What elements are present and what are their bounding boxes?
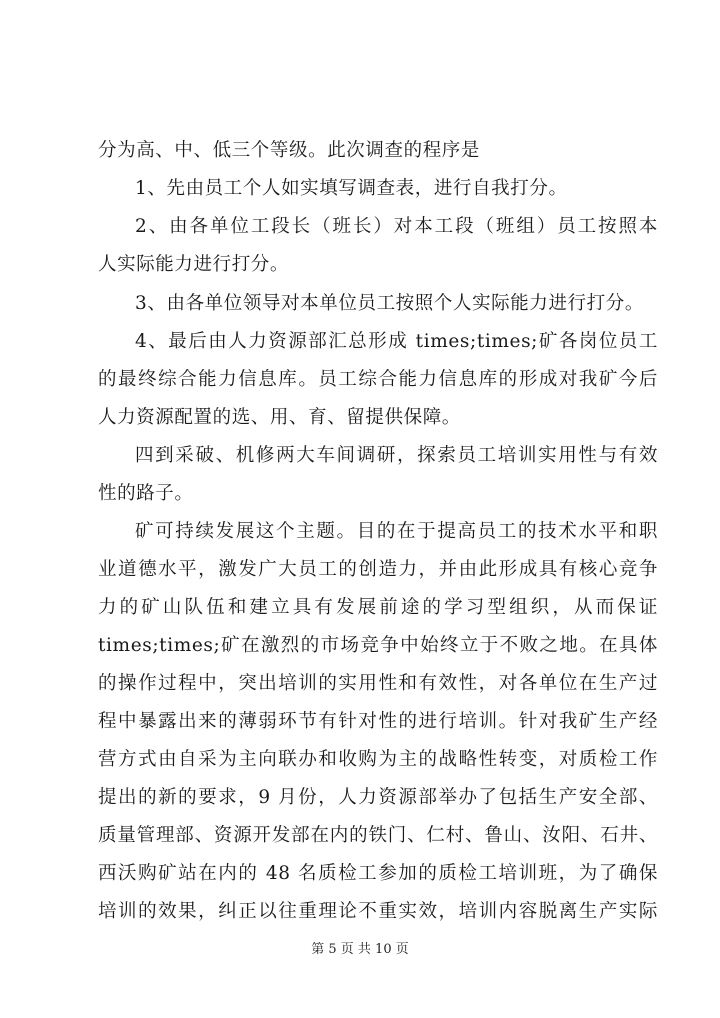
body-line: 质量管理部、资源开发部在内的铁门、仁村、鲁山、汝阳、石井、	[98, 825, 658, 846]
body-line: 营方式由自采为主向联办和收购为主的战略性转变，对质检工作	[98, 749, 658, 770]
body-line: 人力资源配置的选、用、育、留提供保障。	[98, 407, 461, 428]
body-line: 提出的新的要求，9 月份，人力资源部举办了包括生产安全部、	[98, 787, 658, 808]
body-line: 西沃购矿站在内的 48 名质检工参加的质检工培训班，为了确保	[98, 863, 658, 884]
body-line: 4、最后由人力资源部汇总形成 times;times;矿各岗位员工	[135, 331, 658, 352]
body-line: 的操作过程中，突出培训的实用性和有效性，对各单位在生产过	[98, 673, 658, 694]
body-line: 性的路子。	[98, 483, 194, 504]
body-line: 2、由各单位工段长（班长）对本工段（班组）员工按照本	[135, 216, 658, 237]
body-line: 3、由各单位领导对本单位员工按照个人实际能力进行打分。	[135, 293, 644, 314]
body-line: 培训的效果，纠正以往重理论不重实效，培训内容脱离生产实际	[98, 901, 658, 922]
body-line: 人实际能力进行打分。	[98, 254, 290, 275]
body-line: 1、先由员工个人如实填写调查表，进行自我打分。	[135, 178, 568, 199]
body-line: 程中暴露出来的薄弱环节有针对性的进行培训。针对我矿生产经	[98, 711, 658, 732]
body-line: 力的矿山队伍和建立具有发展前途的学习型组织，从而保证	[98, 597, 658, 618]
body-line: 分为高、中、低三个等级。此次调查的程序是	[98, 140, 481, 161]
body-line: 的最终综合能力信息库。员工综合能力信息库的形成对我矿今后	[98, 369, 658, 390]
body-line: 业道德水平，激发广大员工的创造力，并由此形成具有核心竞争	[98, 559, 658, 580]
page-number-footer: 第 5 页 共 10 页	[311, 942, 409, 957]
body-line: 四到采破、机修两大车间调研，探索员工培训实用性与有效	[135, 445, 658, 466]
body-line: times;times;矿在激烈的市场竞争中始终立于不败之地。在具体	[98, 635, 658, 656]
body-line: 矿可持续发展这个主题。目的在于提高员工的技术水平和职	[135, 521, 658, 542]
